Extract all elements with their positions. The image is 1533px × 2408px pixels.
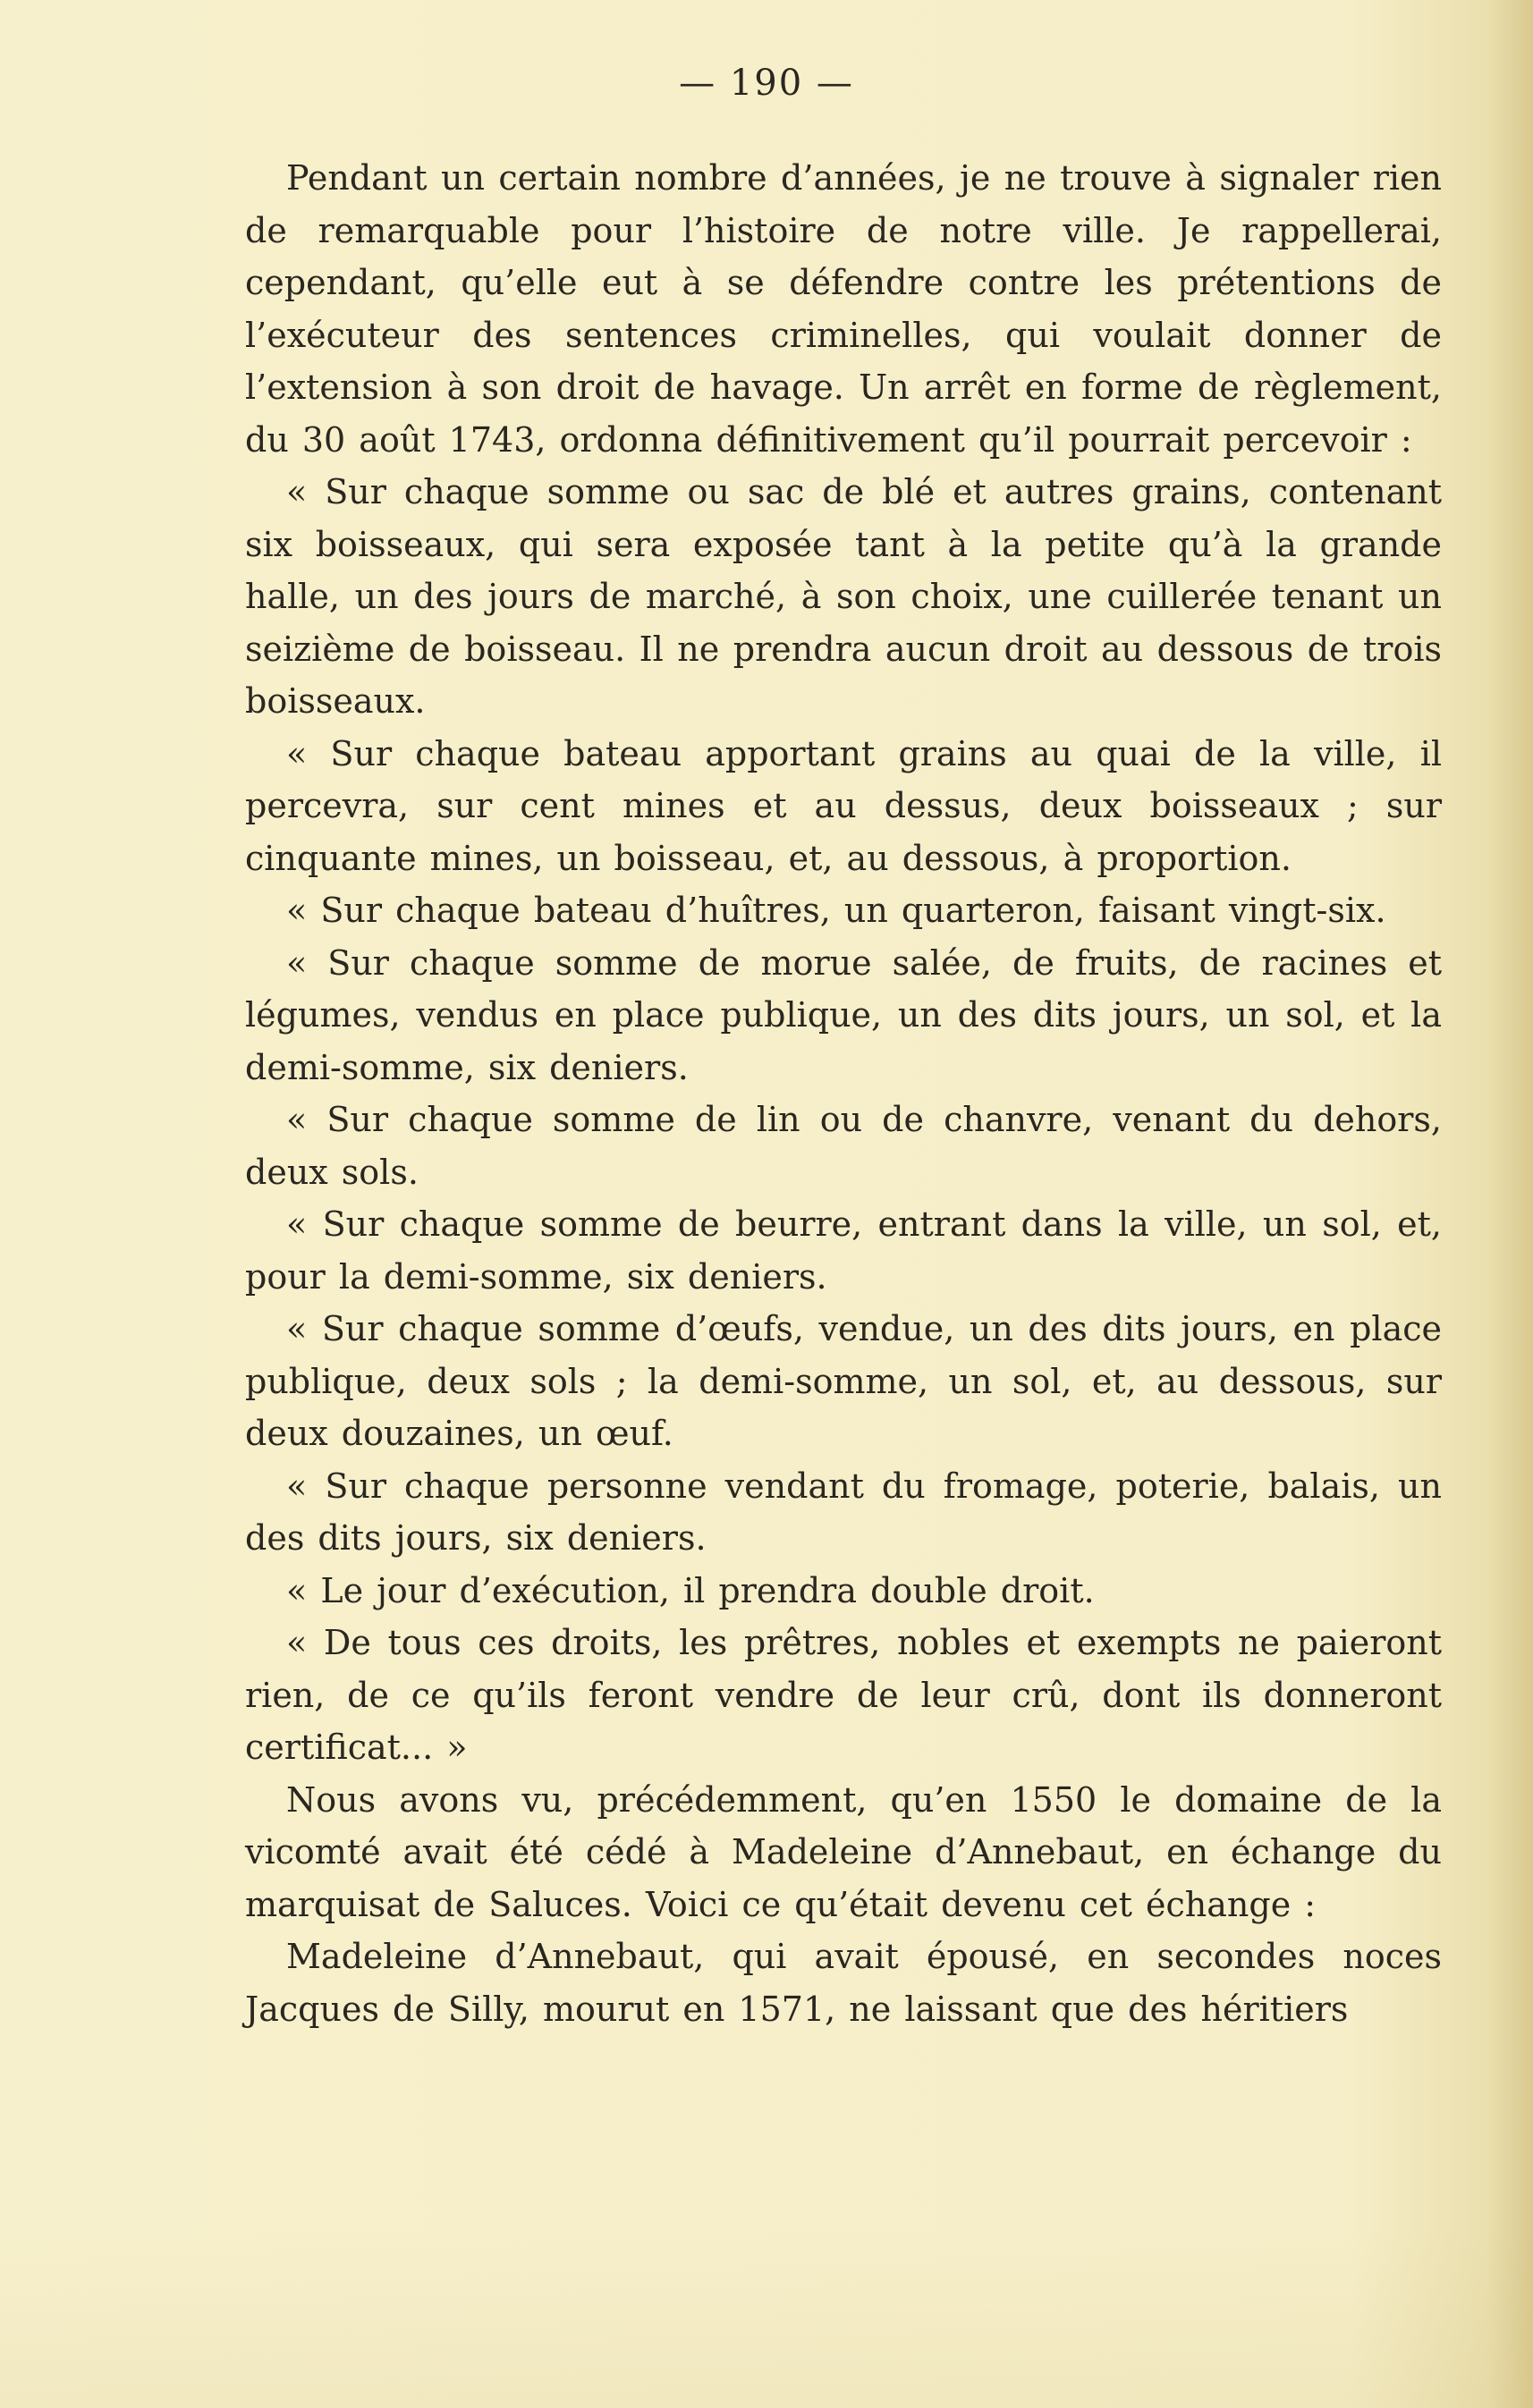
paragraph: « Sur chaque bateau apportant grains au quai de la ville, il percevra, sur cent mines et au dessus, deux boisseaux ; sur cinquante mines, un boisseau, et, au dessous, à proportion.	[245, 733, 1442, 878]
page-number: — 190 —	[679, 63, 854, 104]
paragraph: Pendant un certain nombre d’années, je ne trouve à signaler rien de remarquable pour l’histoire de notre ville. Je rappellerai, cependant, qu’elle eut à se défendre contre les prétentions de l’exécuteur des sentences criminelles, qui voulait donner de l’extension à son droit de havage. Un arrêt en forme de règlement, du 30 août 1743, ordonna définitivement qu’il pourrait percevoir :	[245, 158, 1442, 460]
paragraph: Nous avons vu, précédemment, qu’en 1550 le domaine de la vicomté avait été cédé à Madeleine d’Annebaut, en échange du marquisat de Saluces. Voici ce qu’était devenu cet échange :	[245, 1779, 1442, 1924]
paragraph: « Sur chaque bateau d’huîtres, un quarteron, faisant vingt-six.	[286, 891, 1386, 930]
paragraph: « Sur chaque somme de morue salée, de fruits, de racines et légumes, vendus en place publique, un des dits jours, un sol, et la demi-somme, six deniers.	[245, 942, 1442, 1087]
page-shading	[0, 2229, 1533, 2408]
paragraph: « Sur chaque personne vendant du fromage, poterie, balais, un des dits jours, six deniers.	[245, 1466, 1442, 1558]
paragraph: Madeleine d’Annebaut, qui avait épousé, en secondes noces Jacques de Silly, mourut en 1571, ne laissant que des héritiers	[245, 1937, 1442, 2029]
paragraph: « Le jour d’exécution, il prendra double droit.	[286, 1570, 1095, 1610]
paragraph: « Sur chaque somme de beurre, entrant dans la ville, un sol, et, pour la demi-somme, six deniers.	[245, 1204, 1442, 1297]
paragraph: « Sur chaque somme de lin ou de chanvre, venant du dehors, deux sols.	[245, 1100, 1442, 1192]
body-text	[245, 152, 1442, 2035]
paragraph: « Sur chaque somme d’œufs, vendue, un des dits jours, en place publique, deux sols ; la demi-somme, un sol, et, au dessous, sur deux douzaines, un œuf.	[245, 1309, 1442, 1453]
paragraph: « De tous ces droits, les prêtres, nobles et exempts ne paieront rien, de ce qu’ils feront vendre de leur crû, dont ils donneront certificat... »	[245, 1623, 1442, 1767]
paragraph: « Sur chaque somme ou sac de blé et autres grains, contenant six boisseaux, qui sera exposée tant à la petite qu’à la grande halle, un des jours de marché, à son choix, une cuillerée tenant un seizième de boisseau. Il ne prendra aucun droit au dessous de trois boisseaux.	[245, 472, 1442, 721]
